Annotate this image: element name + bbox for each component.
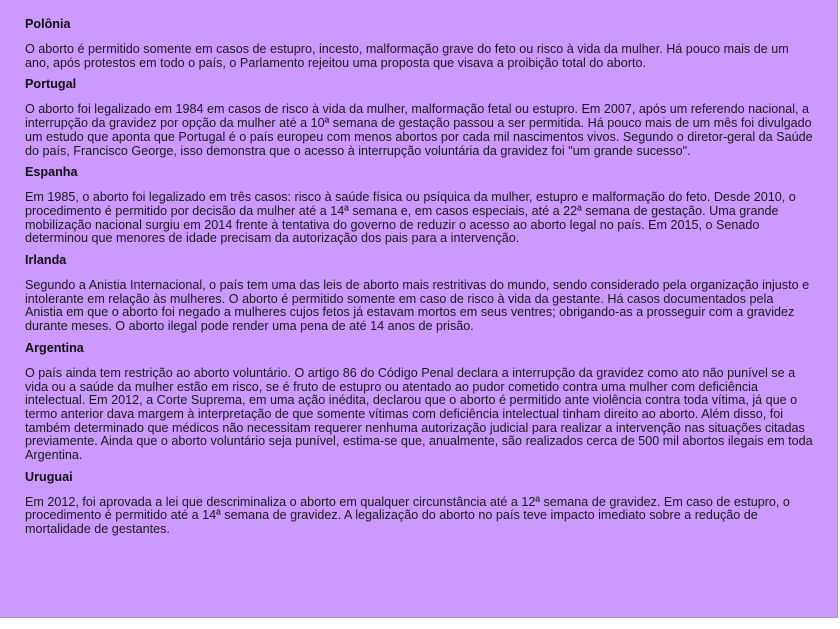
section-title: Irlanda [25, 253, 67, 268]
section-title: Uruguai [25, 469, 73, 484]
section-text: Segundo a Anistia Internacional, o país tem uma das leis de aborto mais restritivas do mundo, sendo considerado pela organização injusto e intolerante em relação às mulheres. O aborto é permitido somente em caso de risco à vida da gestante. Há casos documentados pela Anistia em que o aborto foi negado a mulheres cujos fetos já estavam mortos em seus ventres; obrigando-as a prosseguir com a gravidez durante meses. O aborto ilegal pode render uma pena de até 14 anos de prisão. [25, 278, 810, 334]
section-text: Em 2012, foi aprovada a lei que descriminaliza o aborto em qualquer circunstância até a 12ª semana de gravidez. Em caso de estupro, o procedimento é permitido até a 14ª semana de gravidez. A legalização do aborto no país teve impacto imediato sobre a redução de mortalidade de gestantes. [25, 494, 790, 537]
section-espanha [25, 164, 813, 246]
section-irlanda [25, 252, 813, 334]
section-argentina [25, 340, 813, 463]
section-portugal [25, 76, 813, 158]
section-title: Portugal [25, 77, 77, 92]
section-text: O país ainda tem restrição ao aborto voluntário. O artigo 86 do Código Penal declara a interrupção da gravidez como ato não punível se a vida ou a saúde da mulher estão em risco, se é fruto de estupro ou atentado ao pudor cometido contra uma mulher com deficiência intelectual. Em 2012, a Corte Suprema, em uma ação inédita, declarou que o aborto é permitido ante violência contra toda vítima, já que o termo anterior dava margem à interpretação de que somente vítimas com deficiência intelectual tinham direito ao aborto. Além disso, foi também determinado que médicos não necessitam requerer nenhuma autorização judicial para realizar a intervenção nas situações citadas previamente. Ainda que o aborto voluntário seja punível, estima-se que, anualmente, são realizados cerca de 500 mil abortos ilegais em toda Argentina. [25, 365, 813, 463]
section-title: Espanha [25, 165, 78, 180]
section-polonia [25, 16, 813, 70]
section-title: Polônia [25, 17, 71, 31]
section-text: Em 1985, o aborto foi legalizado em três casos: risco à saúde física ou psíquica da mulher, estupro e malformação do feto. Desde 2010, o procedimento é permitido por decisão da mulher até a 14ª semana e, em casos especiais, até a 22ª semana de gestação. Uma grande mobilização nacional surgiu em 2014 frente à tentativa do governo de reduzir o acesso ao aborto legal no país. Em 2015, o Senado determinou que menores de idade precisam da autorização dos pais para a intervenção. [25, 190, 796, 246]
section-uruguai [25, 469, 813, 537]
section-title: Argentina [25, 340, 84, 355]
section-text: O aborto é permitido somente em casos de estupro, incesto, malformação grave do feto ou risco à vida da mulher. Há pouco mais de um ano, após protestos em todo o país, o Parlamento rejeitou uma proposta que visava a proibição total do aborto. [25, 42, 789, 70]
section-text: O aborto foi legalizado em 1984 em casos de risco à vida da mulher, malformação fetal ou estupro. Em 2007, após um referendo nacional, a interrupção da gravidez por opção da mulher até a 10ª semana de gestação passou a ser permitida. Há pouco mais de um mês foi divulgado um estudo que aponta que Portugal é o país europeu com menos abortos por cada mil nascimentos vivos. Segundo o diretor-geral da Saúde do país, Francisco George, isso demonstra que o acesso à interrupção voluntária da gravidez foi "um grande sucesso". [25, 102, 813, 158]
